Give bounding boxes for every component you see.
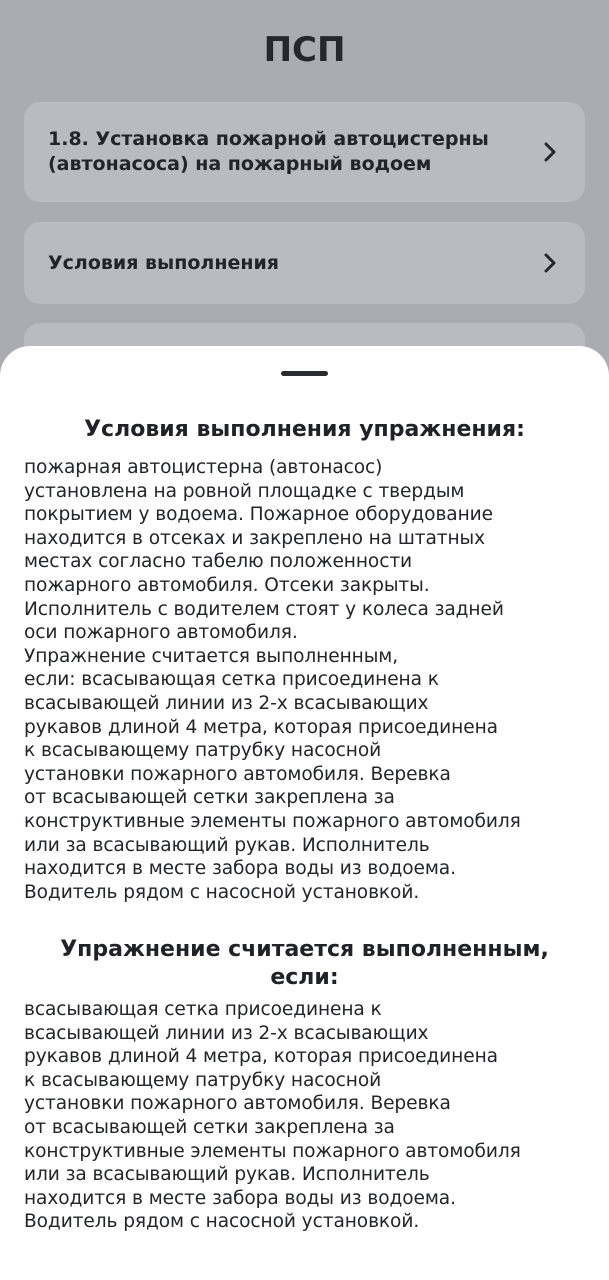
page-title: ПСП xyxy=(263,30,346,70)
conditions-text: пожарная автоцистерна (автонасос) установлена на ровной площадке с твердым покрытием у водоема. Пожарное оборудование находится в отсеках и закреплено на штатных местах согласно табелю положенности пожарного автомобиля. Отсеки закрыты. Исполнитель с водителем стоят у колеса задней оси пожарного автомобиля. Упражнение считается выполненным, если: всасывающая сетка присоединена к всасывающей линии из 2-х всасывающих рукавов длиной 4 метра, которая присоединена к всасывающему патрубку насосной установки пожарного автомобиля. Веревка от всасывающей сетки закреплена за конструктивные элементы пожарного автомобиля или за всасывающий рукав. Исполнитель находится в месте забора воды из водоема. Водитель рядом с насосной установкой. xyxy=(24,457,521,903)
bottom-sheet xyxy=(0,346,609,1280)
completed-title: Упражнение считается выполненным, если: xyxy=(60,937,549,990)
menu-item-conditions[interactable] xyxy=(24,222,585,304)
menu-item-label: Условия выполнения xyxy=(48,251,279,274)
conditions-title: Условия выполнения упражнения: xyxy=(84,417,525,442)
chevron-right-icon xyxy=(539,252,561,274)
completed-text: всасывающая сетка присоединена к всасывающей линии из 2-х всасывающих рукавов длиной 4 метра, которая присоединена к всасывающему патрубку насосной установки пожарного автомобиля. Веревка от всасывающей сетки закреплена за конструктивные элементы пожарного автомобиля или за всасывающий рукав. Исполнитель находится в месте забора воды из водоема. Водитель рядом с насосной установкой. xyxy=(24,999,521,1233)
chevron-right-icon xyxy=(539,141,561,163)
menu-item-exercise[interactable] xyxy=(24,102,585,202)
sheet-drag-handle[interactable] xyxy=(281,371,328,376)
menu-item-label: 1.8. Установка пожарной автоцистерны (автонасоса) на пожарный водоем xyxy=(48,128,489,175)
